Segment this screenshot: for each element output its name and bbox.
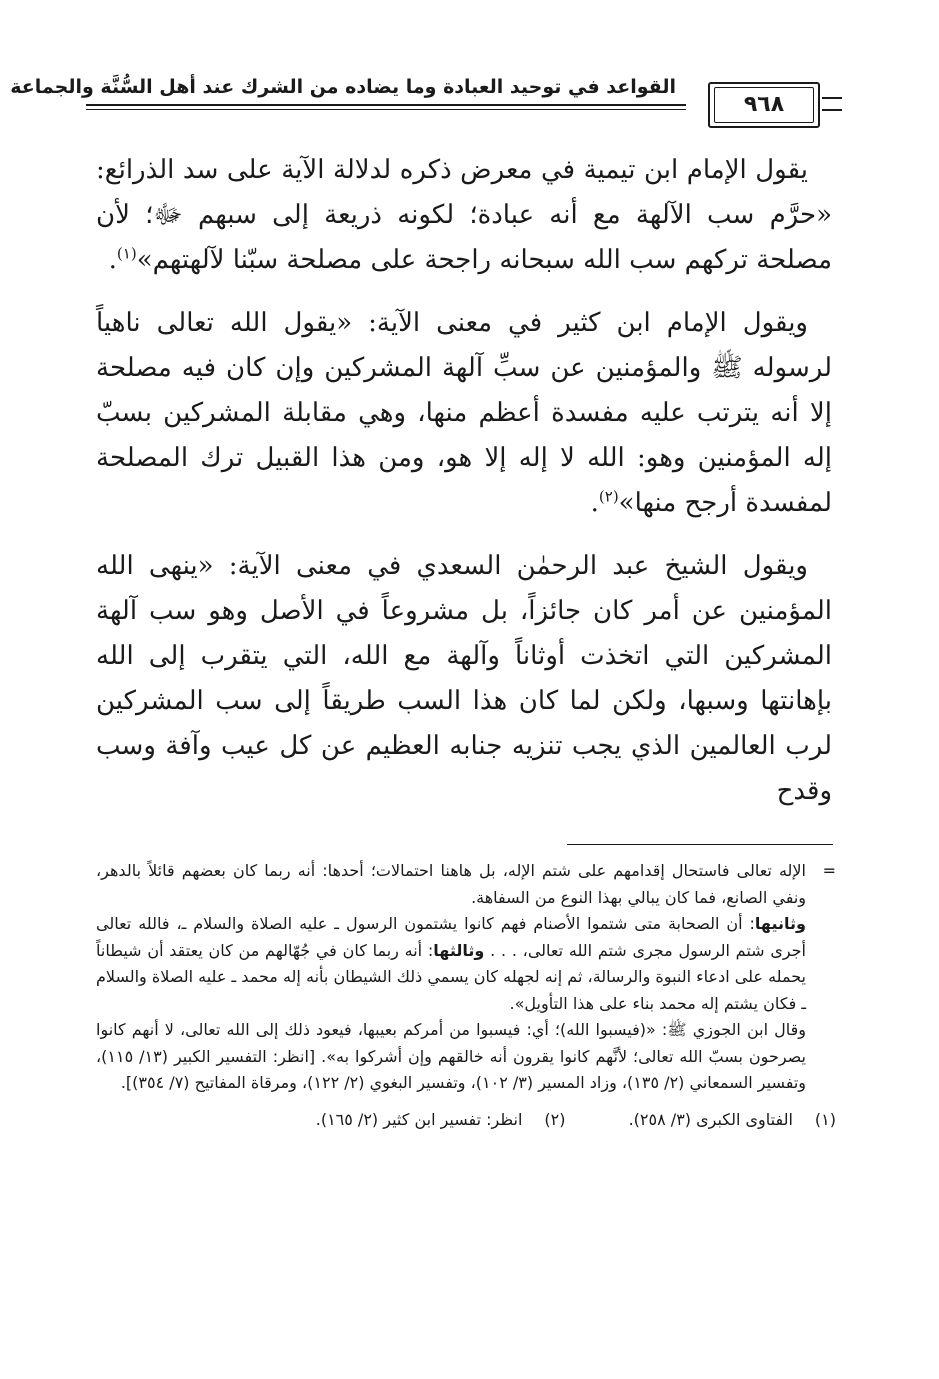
footnote-text: وقال ابن الجوزي ﷺ: «(فيسبوا الله)؛ أي: فيسبوا من أمركم بعيبها، فيعود ذلك إلى الله تعالى، لا أنهم كانوا يصرحون بسبّ الله تعالى؛ لأنَّهم كانوا يقرون أنه خالقهم وإن أشركوا به». [انظر: التفسير الكبير (١٣/ ١١٥)، وتفسير السمعاني (٢/ ١٣٥)، وزاد المسير (٣/ ١٠٢)، وتفسير البغوي (٢/ ١٢٢)، ومرقاة المفاتيح (٧/ ٣٥٤)]. bbox=[96, 1020, 806, 1092]
header-rule bbox=[86, 104, 686, 106]
paragraph-text: ويقول الشيخ عبد الرحمٰن السعدي في معنى الآية: «ينهى الله المؤمنين عن أمر كان جائزاً، بل مشروعاً في الأصل وهو سب آلهة المشركين التي اتخذت أوثاناً وآلهة مع الله، التي يتقرب إلى الله بإهانتها وسبها، ولكن لما كان هذا السب طريقاً إلى سب المشركين لرب العالمين الذي يجب تنزيه جنابه العظيم عن كل عيب وآفة وسب وقدح bbox=[96, 551, 832, 806]
footnote-ref: (١) bbox=[116, 244, 137, 263]
header-rule-thin bbox=[86, 109, 686, 110]
header-ornament-lines bbox=[822, 97, 842, 111]
paragraph-tail: . bbox=[590, 488, 599, 518]
main-text bbox=[96, 148, 832, 814]
paragraph bbox=[96, 301, 832, 526]
footnote-block bbox=[96, 1017, 806, 1097]
continuation-marker: = bbox=[822, 861, 836, 880]
paragraph-tail: . bbox=[108, 245, 117, 275]
paragraph-text: ويقول الإمام ابن كثير في معنى الآية: «يقول الله تعالى ناهياً لرسوله ﷺ والمؤمنين عن سبِّ آلهة المشركين وإن كان فيه مصلحة إلا أنه يترتب عليه مفسدة أعظم منها، وهي مقابلة المشركين بسبّ إله المؤمنين وهو: الله لا إله إلا هو، ومن هذا القبيل ترك المصلحة لمفسدة أرجح منها» bbox=[96, 308, 832, 518]
footnote-text: الفتاوى الكبرى (٣/ ٢٥٨). bbox=[628, 1109, 793, 1129]
footnote-list bbox=[96, 1107, 836, 1134]
paragraph bbox=[96, 148, 832, 283]
footnote-text: انظر: تفسير ابن كثير (٢/ ١٦٥). bbox=[315, 1109, 523, 1129]
footnote-block bbox=[96, 858, 806, 911]
footnote-continuation bbox=[96, 858, 836, 1097]
footnote-number: (٢) bbox=[544, 1109, 566, 1129]
footnote-text: : أنه ربما كان في جُهّالهم من كان يعتقد أن شيطاناً يحمله على ادعاء النبوة والرسالة، ثم إنه لجهله كان يسمي ذلك الشيطان بأنه إله محمد ـ عليه الصلاة والسلام ـ فكان يشتم إله محمد بناء على هذا التأويل». bbox=[96, 940, 806, 1013]
page-number: ٩٦٨ bbox=[743, 92, 785, 117]
footnote-separator bbox=[567, 844, 833, 845]
footnote-lead: وثانيها bbox=[754, 914, 806, 933]
paragraph-text: يقول الإمام ابن تيمية في معرض ذكره لدلالة الآية على سد الذرائع: «حرَّم سب الآلهة مع أنه عبادة؛ لكونه ذريعة إلى سبهم ﷻ؛ لأن مصلحة تركهم سب الله سبحانه راجحة على مصلحة سبّنا لآلهتهم» bbox=[96, 155, 832, 275]
footnote-number: (١) bbox=[814, 1109, 836, 1129]
footnote-block bbox=[96, 911, 806, 1017]
footnote-item bbox=[629, 1107, 836, 1134]
footnote-text: الإله تعالى فاستحال إقدامهم على شتم الإله، بل هاهنا احتمالات؛ أحدها: أنه ربما كان بعضهم قائلاً بالدهر، ونفي الصانع، فما كان يبالي بهذا النوع من السفاهة. bbox=[96, 861, 806, 907]
paragraph bbox=[96, 544, 832, 814]
footnote-item bbox=[316, 1107, 566, 1134]
footnote-lead: وثالثها bbox=[433, 940, 485, 960]
footnote-ref: (٢) bbox=[598, 487, 619, 506]
page-number-box bbox=[708, 82, 820, 128]
footnotes bbox=[96, 858, 836, 1133]
footnote-text: : أن الصحابة متى شتموا الأصنام فهم كانوا يشتمون الرسول ـ عليه الصلاة والسلام ـ، فالله تعالى أجرى شتم الرسول مجرى شتم الله تعالى، . . . bbox=[96, 914, 807, 960]
running-head-title: القواعد في توحيد العبادة وما يضاده من الشرك عند أهل السُّنَّة والجماعة bbox=[10, 76, 676, 98]
